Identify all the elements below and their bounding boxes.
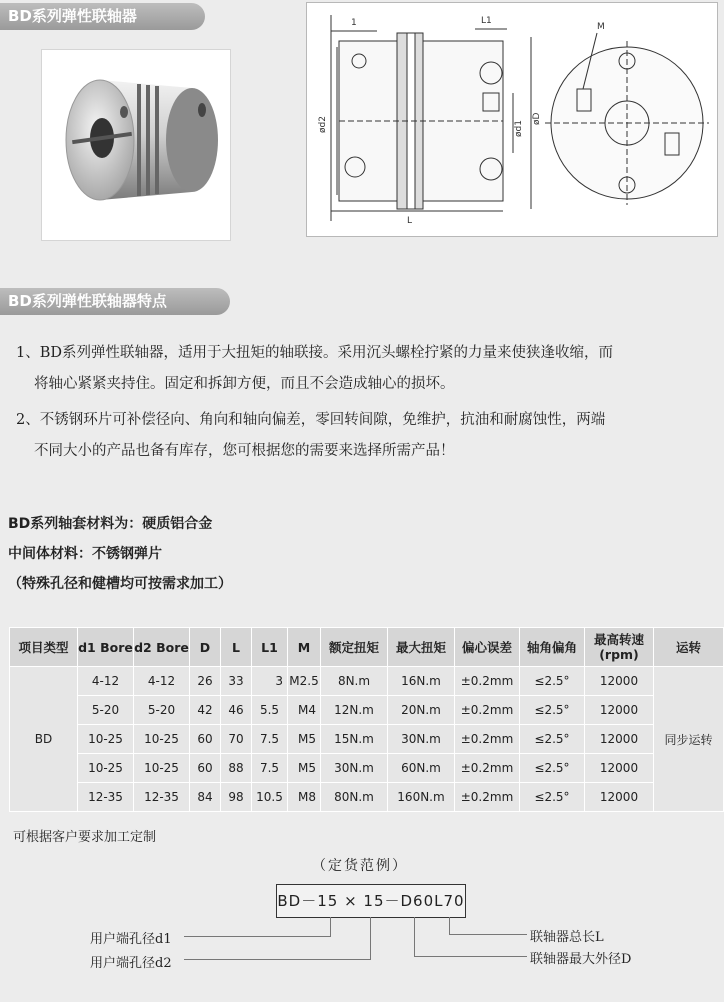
header-angular-deflection: 轴角偏角 — [520, 628, 585, 667]
table-cell: 4-12 — [134, 667, 190, 696]
table-cell: 10-25 — [134, 725, 190, 754]
table-cell: M5 — [288, 725, 321, 754]
drawing-label-M: M — [597, 22, 605, 32]
connector-line — [184, 959, 371, 960]
connector-line — [414, 917, 415, 957]
table-cell: 15N.m — [321, 725, 388, 754]
table-cell: 26 — [190, 667, 221, 696]
table-cell: 12000 — [585, 725, 654, 754]
table-cell: 88 — [221, 754, 252, 783]
table-cell: 3 — [252, 667, 288, 696]
table-cell: M8 — [288, 783, 321, 812]
connector-line — [330, 917, 331, 937]
order-code-box: BD－15 × 15－D60L70 — [276, 884, 466, 918]
table-cell: 10.5 — [252, 783, 288, 812]
table-cell: 60N.m — [388, 754, 455, 783]
table-cell: ±0.2mm — [455, 696, 520, 725]
table-row — [10, 783, 724, 812]
table-cell: 30N.m — [321, 754, 388, 783]
table-cell: 5.5 — [252, 696, 288, 725]
table-cell: 4-12 — [78, 667, 134, 696]
sleeve-material: BD系列轴套材料为：硬质铝合金 — [8, 516, 213, 532]
drawing-label-L: L — [407, 216, 413, 226]
feature-1-line-2: 将轴心紧紧夹持住。固定和拆卸方便，而且不会造成轴心的损坏。 — [34, 376, 455, 392]
table-cell: M2.5 — [288, 667, 321, 696]
technical-drawing — [306, 2, 718, 237]
table-cell: 80N.m — [321, 783, 388, 812]
product-photo — [41, 49, 231, 241]
spec-table — [9, 627, 724, 812]
table-row — [10, 725, 724, 754]
label-total-length: 联轴器总长L — [530, 930, 604, 945]
table-cell: 30N.m — [388, 725, 455, 754]
feature-1-line-1: 1、BD系列弹性联轴器，适用于大扭矩的轴联接。采用沉头螺栓拧紧的力量来使狭逢收缩，而 — [16, 345, 614, 361]
table-cell: 160N.m — [388, 783, 455, 812]
table-cell: 12000 — [585, 696, 654, 725]
header-rated-torque: 额定扭矩 — [321, 628, 388, 667]
order-example-title: （定货范例） — [312, 858, 408, 874]
table-cell: 12N.m — [321, 696, 388, 725]
table-cell: 33 — [221, 667, 252, 696]
connector-line — [449, 917, 450, 935]
header-L: L — [221, 628, 252, 667]
label-d2: 用户端孔径d2 — [90, 956, 172, 971]
connector-line — [414, 956, 527, 957]
table-row — [10, 696, 724, 725]
section-title-features: BD系列弹性联轴器特点 — [0, 288, 230, 315]
table-cell: 12000 — [585, 667, 654, 696]
table-row — [10, 754, 724, 783]
table-cell: M5 — [288, 754, 321, 783]
drawing-label-d2: ød2 — [318, 116, 328, 133]
table-cell: ±0.2mm — [455, 725, 520, 754]
table-cell: 5-20 — [134, 696, 190, 725]
table-cell: 60 — [190, 725, 221, 754]
table-cell: 60 — [190, 754, 221, 783]
table-cell: ±0.2mm — [455, 754, 520, 783]
connector-line — [184, 936, 331, 937]
feature-item-1 — [16, 338, 716, 400]
table-cell: ±0.2mm — [455, 667, 520, 696]
table-cell: ≤2.5° — [520, 725, 585, 754]
header-operation: 运转 — [654, 628, 724, 667]
header-M: M — [288, 628, 321, 667]
header-d2: d2 Bore — [134, 628, 190, 667]
drawing-label-1: 1 — [351, 18, 357, 28]
table-cell: 12-35 — [78, 783, 134, 812]
table-cell: 10-25 — [134, 754, 190, 783]
feature-2-line-2: 不同大小的产品也备有库存，您可根据您的需要来选择所需产品！ — [34, 443, 455, 459]
cell-type: BD — [10, 667, 78, 812]
feature-2-line-1: 2、不锈钢环片可补偿径向、角向和轴向偏差，零回转间隙，免维护，抗油和耐腐蚀性，两端 — [16, 412, 606, 428]
body-material: 中间体材料：不锈钢弹片 — [8, 546, 162, 562]
header-L1: L1 — [252, 628, 288, 667]
table-cell: 10-25 — [78, 754, 134, 783]
drawing-label-D: øD — [532, 112, 542, 125]
table-header-row — [10, 628, 724, 667]
feature-item-2 — [16, 405, 716, 467]
header-d1: d1 Bore — [78, 628, 134, 667]
drawing-label-d1: ød1 — [514, 120, 524, 137]
table-cell: ≤2.5° — [520, 696, 585, 725]
table-cell: 12-35 — [134, 783, 190, 812]
table-cell: M4 — [288, 696, 321, 725]
table-cell: ±0.2mm — [455, 783, 520, 812]
header-eccentric-error: 偏心误差 — [455, 628, 520, 667]
table-cell: 98 — [221, 783, 252, 812]
table-cell: 42 — [190, 696, 221, 725]
header-type: 项目类型 — [10, 628, 78, 667]
table-cell: ≤2.5° — [520, 754, 585, 783]
table-cell: 12000 — [585, 754, 654, 783]
table-cell: ≤2.5° — [520, 667, 585, 696]
table-cell: 10-25 — [78, 725, 134, 754]
header-D: D — [190, 628, 221, 667]
table-cell: 12000 — [585, 783, 654, 812]
section-title-product: BD系列弹性联轴器 — [0, 3, 205, 30]
drawing-label-L1: L1 — [481, 16, 492, 26]
table-cell: 84 — [190, 783, 221, 812]
table-cell: 70 — [221, 725, 252, 754]
connector-line — [449, 934, 527, 935]
table-cell: 7.5 — [252, 754, 288, 783]
cell-operation: 同步运转 — [654, 667, 724, 812]
label-max-diameter: 联轴器最大外径D — [530, 952, 632, 967]
table-cell: 7.5 — [252, 725, 288, 754]
header-max-speed: 最高转速 (rpm) — [585, 628, 654, 667]
table-cell: 8N.m — [321, 667, 388, 696]
connector-line — [370, 917, 371, 960]
custom-processing-note: （特殊孔径和健槽均可按需求加工） — [8, 576, 232, 592]
label-d1: 用户端孔径d1 — [90, 932, 172, 947]
table-cell: 20N.m — [388, 696, 455, 725]
table-cell: ≤2.5° — [520, 783, 585, 812]
table-cell: 5-20 — [78, 696, 134, 725]
table-row — [10, 667, 724, 696]
table-cell: 46 — [221, 696, 252, 725]
table-cell: 16N.m — [388, 667, 455, 696]
custom-order-note: 可根据客户要求加工定制 — [13, 830, 157, 845]
header-max-torque: 最大扭矩 — [388, 628, 455, 667]
